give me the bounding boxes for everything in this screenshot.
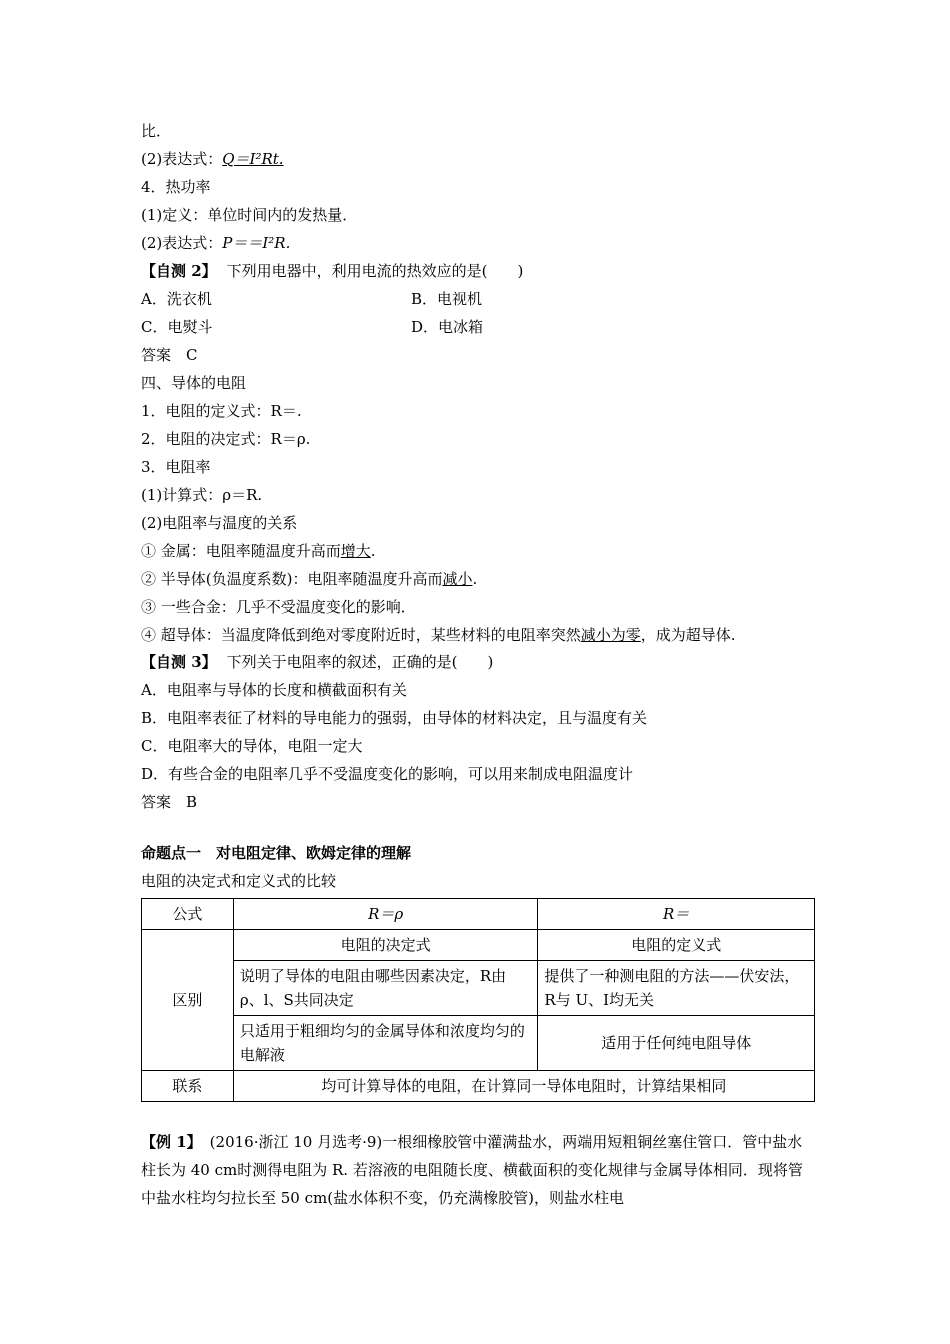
option-a: A．洗衣机: [141, 290, 212, 308]
text-line: 1．电阻的定义式：R＝.: [141, 402, 302, 420]
text-line: [141, 233, 290, 253]
table-row: [142, 961, 815, 1016]
table-cell: 适用于任何纯电阻导体: [538, 1016, 815, 1071]
text-label: ② 半导体(负温度系数)：电阻率随温度升高而: [141, 570, 443, 588]
text-line: 比．: [141, 122, 172, 140]
key-term: 减小: [442, 570, 473, 588]
key-term: 减小为零: [580, 626, 641, 644]
table-cell: 说明了导体的电阻由哪些因素决定，R由 ρ、l、S共同决定: [233, 961, 538, 1016]
key-term: 增大: [340, 542, 371, 560]
text-line: [141, 149, 284, 169]
option-b: B．电视机: [411, 290, 483, 308]
text-label: ① 金属：电阻率随温度升高而: [141, 542, 341, 560]
formula: P＝＝I²R.: [222, 234, 291, 252]
text-label: .: [472, 570, 478, 588]
answer: 答案 B: [141, 793, 198, 811]
text-line: (1)计算式：ρ＝R.: [141, 486, 263, 504]
text-line: (2)电阻率与温度的关系: [141, 514, 298, 532]
selftest-question: [141, 652, 493, 672]
option-c: C．电阻率大的导体，电阻一定大: [141, 737, 363, 755]
table-cell: 区别: [142, 930, 234, 1071]
option-d: D．有些合金的电阻率几乎不受温度变化的影响，可以用来制成电阻温度计: [141, 765, 634, 783]
text-label: (2)表达式：: [141, 150, 223, 168]
option-d: D．电冰箱: [411, 318, 484, 336]
text-label: .: [370, 542, 376, 560]
comparison-table: [141, 898, 815, 1102]
table-cell: 只适用于粗细均匀的金属导体和浓度均匀的电解液: [233, 1016, 538, 1071]
example-paragraph: [141, 1128, 815, 1212]
question-text: 下列关于电阻率的叙述，正确的是( ): [226, 653, 494, 671]
selftest-tag: 【自测 3】: [141, 653, 217, 671]
table-cell: 均可计算导体的电阻，在计算同一导体电阻时，计算结果相同: [233, 1071, 814, 1102]
text-line: [141, 625, 736, 645]
example-text: (2016·浙江 10 月选考·9)一根细橡胶管中灌满盐水，两端用短粗铜丝塞住管口．管中盐水柱长为 40 cm时测得电阻为 R. 若溶液的电阻随长度、横截面积的变化规律与金属导体相同．现将管中盐水柱均匀拉长至 50 cm(盐水体积不变，仍充满橡胶管)，则盐水柱电: [141, 1133, 803, 1207]
text-line: [141, 569, 477, 589]
text-label: ，成为超导体.: [640, 626, 736, 644]
answer: 答案 C: [141, 346, 198, 364]
table-cell: 电阻的定义式: [538, 930, 815, 961]
table-cell: R＝ρ: [233, 899, 538, 930]
table-row: [142, 1016, 815, 1071]
table-row: [142, 930, 815, 961]
topic-heading: 命题点一 对电阻定律、欧姆定律的理解: [141, 844, 412, 862]
text-line: 4．热功率: [141, 178, 211, 196]
text-label: ④ 超导体：当温度降低到绝对零度附近时，某些材料的电阻率突然: [141, 626, 581, 644]
question-text: 下列用电器中，利用电流的热效应的是( ): [226, 262, 524, 280]
example-tag: 【例 1】: [141, 1133, 202, 1151]
section-heading: 四、导体的电阻: [141, 374, 247, 392]
selftest-question: [141, 261, 523, 281]
table-cell: R＝: [538, 899, 815, 930]
table-cell: 公式: [142, 899, 234, 930]
option-c: C．电熨斗: [141, 318, 213, 336]
text-line: 2．电阻的决定式：R＝ρ.: [141, 430, 311, 448]
text-line: ③ 一些合金：几乎不受温度变化的影响．: [141, 598, 416, 616]
text-line: 3．电阻率: [141, 458, 211, 476]
table-cell: 电阻的决定式: [233, 930, 538, 961]
formula: Q＝I²Rt.: [222, 150, 284, 168]
table-row: [142, 899, 815, 930]
table-caption: 电阻的决定式和定义式的比较: [141, 872, 337, 890]
selftest-tag: 【自测 2】: [141, 262, 217, 280]
text-line: [141, 541, 376, 561]
option-a: A．电阻率与导体的长度和横截面积有关: [141, 681, 407, 699]
table-cell: 联系: [142, 1071, 234, 1102]
text-label: (2)表达式：: [141, 234, 223, 252]
table-cell: 提供了一种测电阻的方法——伏安法，R与 U、I均无关: [538, 961, 815, 1016]
table-row: [142, 1071, 815, 1102]
text-line: (1)定义：单位时间内的发热量．: [141, 206, 358, 224]
option-b: B．电阻率表征了材料的导电能力的强弱，由导体的材料决定，且与温度有关: [141, 709, 648, 727]
